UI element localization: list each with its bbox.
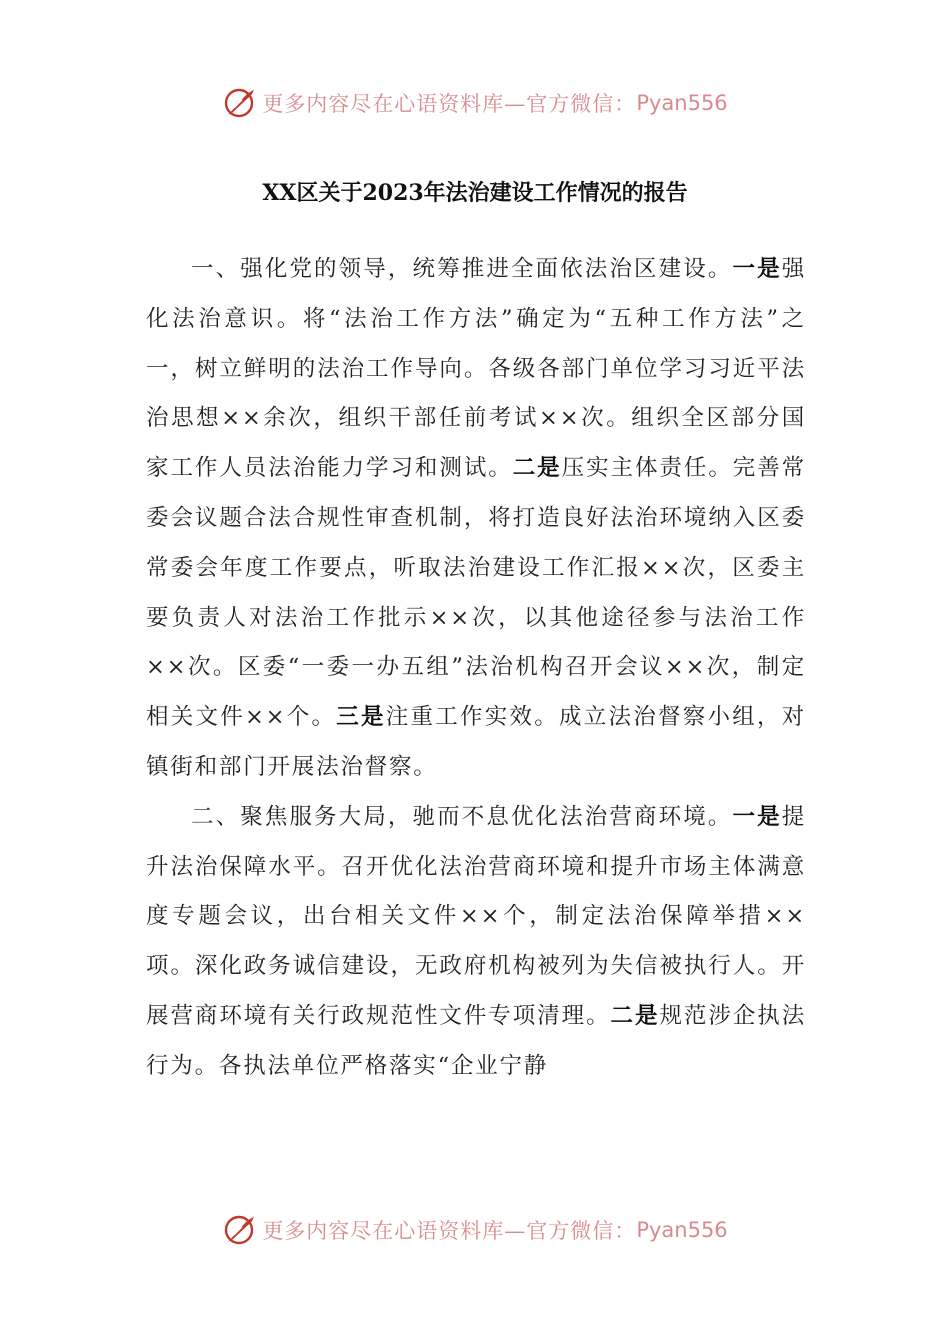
document-title: XX区关于2023年法治建设工作情况的报告 (262, 180, 688, 206)
quill-logo-icon (222, 1213, 256, 1247)
bold-marker: 一是 (732, 256, 782, 282)
bold-marker: 二是 (610, 1002, 660, 1029)
watermark-wechat-id: Pyan556 (636, 1218, 728, 1242)
paragraph-1 (146, 245, 806, 793)
bold-marker: 三是 (336, 704, 386, 731)
footer-watermark (0, 1210, 950, 1250)
bold-marker: 一是 (732, 803, 782, 830)
watermark-text: 更多内容尽在心语资料库—官方微信： (262, 1219, 637, 1243)
watermark-wechat-id: Pyan556 (636, 91, 728, 115)
text-segment: 压实主体责任。完善常委会议题合法合规性审查机制，将打造良好法治环境纳入区委常委会年度工作要点，听取法治建设工作汇报××次，区委主要负责人对法治工作批示××次，以其他途径参与法治工作××次。区委“一委一办五组”法治机构召开会议××次，制定相关文件××个。 (146, 455, 806, 731)
document-body (146, 245, 806, 1092)
text-segment: 规范涉企执法行为。各执法单位严格落实“企业宁静 (146, 1002, 806, 1079)
quill-logo-icon (222, 86, 256, 120)
text-segment: 注重工作实效。成立法治督察小组，对镇街和部门开展法治督察。 (146, 704, 806, 780)
header-watermark (0, 83, 950, 123)
text-segment: 强化法治意识。将“法治工作方法”确定为“五种工作方法”之一，树立鲜明的法治工作导向。各级各部门单位学习习近平法治思想××余次，组织干部任前考试××次。组织全区部分国家工作人员法治能力学习和测试。 (146, 256, 806, 482)
text-segment: 二、聚焦服务大局，驰而不息优化法治营商环境。 (191, 803, 733, 830)
watermark-text: 更多内容尽在心语资料库—官方微信： (262, 92, 637, 116)
bold-marker: 二是 (512, 455, 562, 482)
text-segment: 提升法治保障水平。召开优化法治营商环境和提升市场主体满意度专题会议，出台相关文件××个，制定法治保障举措××项。深化政务诚信建设，无政府机构被列为失信被执行人。开展营商环境有关行政规范性文件专项清理。 (146, 803, 806, 1029)
text-segment: 一、强化党的领导，统筹推进全面依法治区建设。 (191, 256, 733, 282)
paragraph-2 (146, 793, 806, 1092)
